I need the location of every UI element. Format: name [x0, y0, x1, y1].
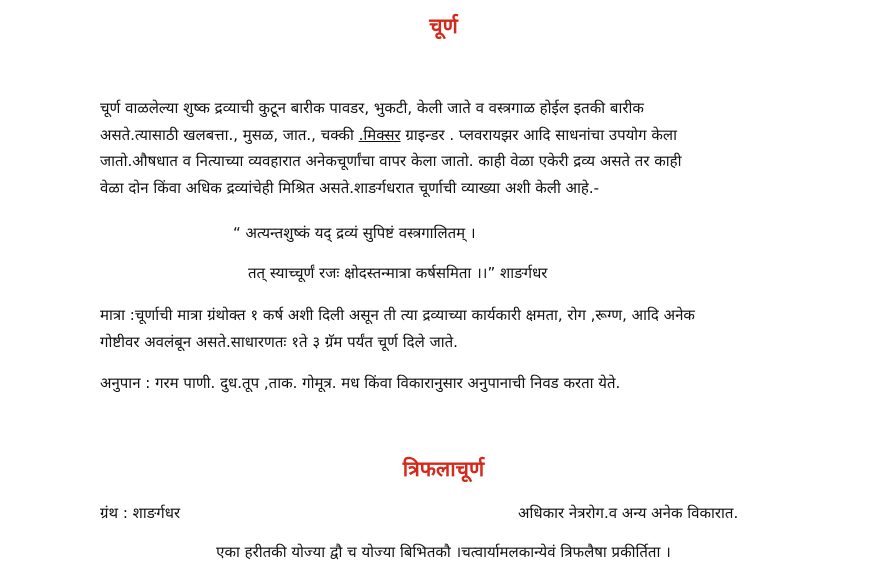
underlined-word: .मिक्सर	[358, 125, 401, 144]
verse-line-1: “ अत्यन्तशुष्कं यद् द्रव्यं सुपिष्टं वस्त्रगालितम् ।	[233, 224, 476, 242]
intro-line-4: वेळा दोन किंवा अधिक द्रव्यांचेही मिश्रित असते.शाङर्गधरात चूर्णाची व्याख्या अशी केली आहे.-	[100, 178, 600, 197]
section-title-triphala: त्रिफलाचूर्ण	[402, 457, 485, 481]
granth-label: ग्रंथ : शाङर्गधर	[100, 504, 181, 522]
intro-line-3: जातो.औषधात व नित्याच्या व्यवहारात अनेकचूर्णांचा वापर केला जातो. काही वेळा एकेरी द्रव्य असते तर काही	[100, 152, 682, 170]
intro-line-1: चूर्ण वाळलेल्या शुष्क द्रव्याची कुटून बारीक पावडर, भुकटी, केली जाते व वस्त्रगाळ होईल इतकी बारीक	[100, 99, 644, 117]
adhikar-label: अधिकार नेत्ररोग.व अन्य अनेक विकारात.	[518, 504, 739, 522]
intro-line-2: असते.त्यासाठी खलबत्ता., मुसळ, जात., चक्की .मिक्सर ग्राइन्डर . प्लवरायझर आदि साधनांचा उपयोग केला	[100, 125, 677, 144]
triphala-shloka: एका हरीतकी योज्या द्वौ च योज्या बिभितकौ ।चत्वार्यामलकान्येवं त्रिफलैषा प्रकीर्तिता ।	[216, 543, 671, 561]
dose-paragraph	[100, 302, 805, 355]
section-title-churna: चूर्ण	[429, 14, 458, 38]
anupan-line: अनुपान : गरम पाणी. दुध.तूप ,ताक. गोमूत्र. मध किंवा विकारानुसार अनुपानाची निवड करता येते.	[100, 374, 621, 392]
dose-line-1: मात्रा :चूर्णाची मात्रा ग्रंथोक्त १ कर्ष अशी दिली असून ती त्या द्रव्याच्या कार्यकारी क्षमता, रोग ,रूग्ण, आदि अनेक	[100, 306, 695, 324]
verse-line-2: तत् स्याच्चूर्णं रजः क्षोदस्तन्मात्रा कर्षसमिता ।।” शाङर्गधर	[248, 264, 548, 282]
dose-line-2: गोष्टीवर अवलंबून असते.साधारणतः १ते ३ ग्रॅम पर्यंत चूर्ण दिले जाते.	[100, 332, 458, 351]
intro-paragraph	[100, 95, 805, 201]
